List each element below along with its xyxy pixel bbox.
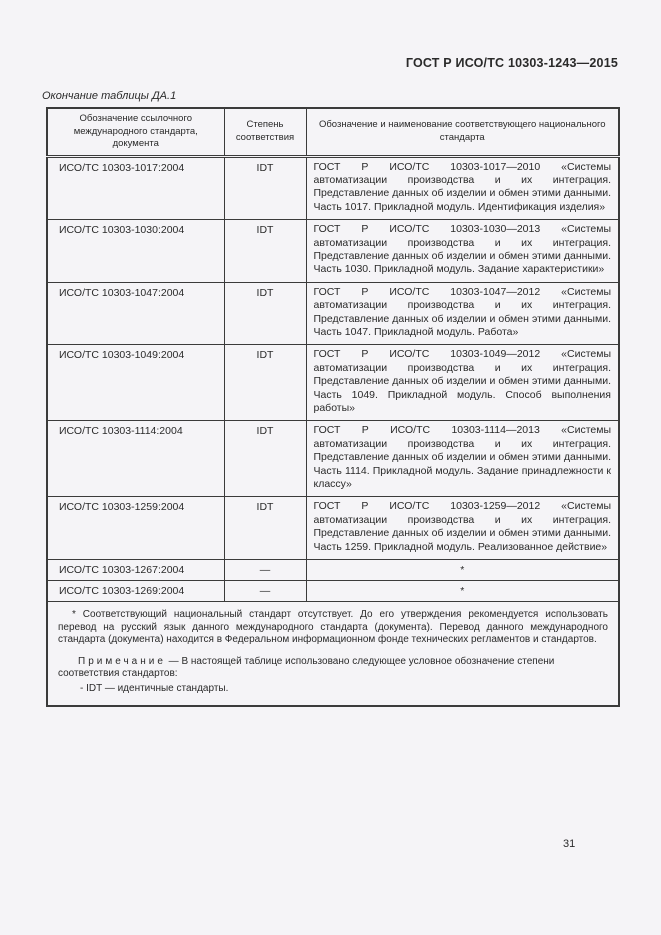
degree-of-correspondence: — [224,560,306,581]
note-text: — В настоящей таблице использовано следующее условное обозначение степени соответствия стандартов: [58,655,555,680]
national-standard: * [306,581,619,602]
reference-standard: ИСО/ТС 10303-1267:2004 [47,560,224,581]
table-row [47,560,619,581]
table-caption: Окончание таблицы ДА.1 [42,90,177,102]
table-row [47,156,619,220]
national-standard: ГОСТ Р ИСО/ТС 10303-1017—2010 «Системы автоматизации производства и их интеграция. Представление данных об изделии и обмен этими данными. Часть 1017. Прикладной модуль. Идентификация изделия» [306,156,619,220]
note-paragraph [58,656,608,681]
table-row [47,581,619,602]
national-standard: ГОСТ Р ИСО/ТС 10303-1114—2013 «Системы автоматизации производства и их интеграция. Представление данных об изделии и обмен этими данными. Часть 1114. Прикладной модуль. Задание принадлежности к классу» [306,421,619,497]
national-standard: ГОСТ Р ИСО/ТС 10303-1049—2012 «Системы автоматизации производства и их интеграция. Представление данных об изделии и обмен этими данными. Часть 1049. Прикладной модуль. Способ выполнения работы» [306,345,619,421]
standards-correspondence-table [46,107,620,707]
note-label: Примечание [78,655,166,667]
footnote-text: * Соответствующий национальный стандарт отсутствует. До его утверждения рекомендуется использовать перевод на русский язык данного международного стандарта (документа). Перевод данного международного стандарта (документа) находится в Федеральном информационном фонде технических регламентов и стандартов. [58,609,608,646]
degree-of-correspondence: IDT [224,421,306,497]
table-footer-row [47,602,619,706]
column-header-reference-standard: Обозначение ссылочного международного стандарта, документа [47,108,224,156]
national-standard: ГОСТ Р ИСО/ТС 10303-1259—2012 «Системы автоматизации производства и их интеграция. Представление данных об изделии и обмен этими данными. Часть 1259. Прикладной модуль. Реализованное действие» [306,497,619,560]
reference-standard: ИСО/ТС 10303-1047:2004 [47,282,224,345]
table-footnote-cell [47,602,619,706]
table-row [47,497,619,560]
degree-of-correspondence: IDT [224,497,306,560]
table-row [47,345,619,421]
national-standard: * [306,560,619,581]
degree-of-correspondence: IDT [224,220,306,283]
document-title: ГОСТ Р ИСО/ТС 10303-1243—2015 [405,56,618,70]
table-row [47,421,619,497]
table-header-row [47,108,619,156]
reference-standard: ИСО/ТС 10303-1114:2004 [47,421,224,497]
table-row [47,282,619,345]
reference-standard: ИСО/ТС 10303-1049:2004 [47,345,224,421]
table-row [47,220,619,283]
reference-standard: ИСО/ТС 10303-1030:2004 [47,220,224,283]
degree-of-correspondence: IDT [224,156,306,220]
degree-of-correspondence: — [224,581,306,602]
reference-standard: ИСО/ТС 10303-1017:2004 [47,156,224,220]
degree-of-correspondence: IDT [224,282,306,345]
column-header-national-standard: Обозначение и наименование соответствующего национального стандарта [306,108,619,156]
degree-of-correspondence: IDT [224,345,306,421]
national-standard: ГОСТ Р ИСО/ТС 10303-1030—2013 «Системы автоматизации производства и их интеграция. Представление данных об изделии и обмен этими данными. Часть 1030. Прикладной модуль. Задание характеристики» [306,220,619,283]
page-number: 31 [563,838,576,850]
reference-standard: ИСО/ТС 10303-1269:2004 [47,581,224,602]
national-standard: ГОСТ Р ИСО/ТС 10303-1047—2012 «Системы автоматизации производства и их интеграция. Представление данных об изделии и обмен этими данными. Часть 1047. Прикладной модуль. Работа» [306,282,619,345]
reference-standard: ИСО/ТС 10303-1259:2004 [47,497,224,560]
column-header-degree: Степень соответствия [224,108,306,156]
note-list-item: - IDT — идентичные стандарты. [80,683,229,695]
